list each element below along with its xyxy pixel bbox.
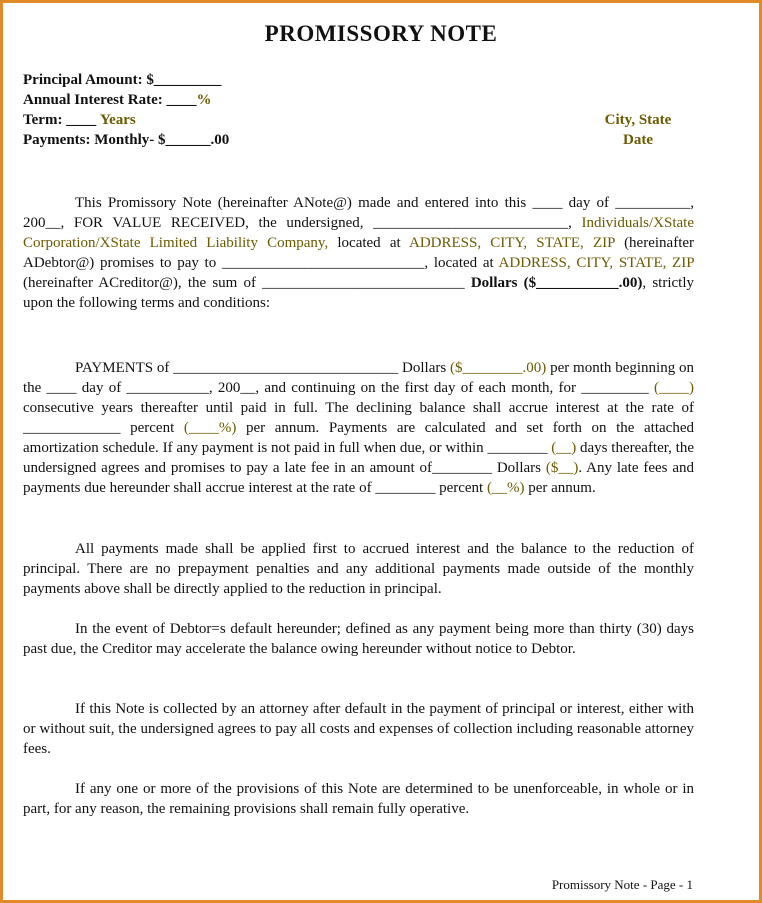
rate-label: Annual Interest Rate: <box>23 92 167 108</box>
p2-s3: per month beginning on the ____ day of ___________, 200__, and continuing on the first day of each month, for _________ <box>23 360 695 396</box>
principal-blank: _________ <box>153 72 222 88</box>
payments-line <box>23 130 229 150</box>
terms-block <box>23 70 229 150</box>
payments-cents: .00 <box>210 132 230 148</box>
p1-s7: (hereinafter ACreditor@), the sum of ___________________________ <box>23 275 471 291</box>
interest-rate-line <box>23 90 229 110</box>
rate-blank: ____ <box>166 92 197 108</box>
interest-percent-blank: (____%) <box>183 420 237 436</box>
p4-text: In the event of Debtor=s default hereunder; defined as any payment being more than thirty (30) days past due, the Creditor may accelerate the balance owing hereunder without notice to Debtor. <box>23 621 694 657</box>
paragraph-opening <box>23 193 694 313</box>
paragraph-application <box>23 539 694 599</box>
date-label: Date <box>623 132 653 148</box>
page-footer: Promissory Note - Page - 1 <box>551 877 693 892</box>
p2-s9: days thereafter, the undersigned agrees and promises to pay a late fee in an amount of________ Dollars <box>23 440 695 476</box>
p2-s13: per annum. <box>524 480 596 496</box>
city-state: City, State <box>604 112 672 128</box>
sum-dollars: Dollars ($___________.00) <box>470 275 643 291</box>
late-fee-blank: ($__) <box>545 460 579 476</box>
debtor-address-placeholder: ADDRESS, CITY, STATE, ZIP <box>409 235 615 251</box>
p1-s3: located at <box>328 235 410 251</box>
term-line <box>23 110 229 130</box>
term-label: Term: <box>23 112 67 128</box>
payments-blank: ______ <box>165 132 211 148</box>
paragraph-severability <box>23 779 694 819</box>
p2-s1: PAYMENTS of ______________________________ Dollars <box>75 360 451 376</box>
creditor-address-placeholder: ADDRESS, CITY, STATE, ZIP <box>498 255 695 271</box>
years-number-blank: (____) <box>654 380 694 396</box>
paragraph-payments <box>23 358 694 498</box>
monthly-amount-blank: ($________.00) <box>450 360 547 376</box>
p1-s5: (hereinafter ADebtor@) promises to pay to ___________________________, located at <box>23 235 695 271</box>
p5-text: If this Note is collected by an attorney after default in the payment of principal or interest, either with or without suit, the undersigned agrees to pay all costs and expenses of collection including reasonable attorney fees. <box>23 701 694 757</box>
term-blank: ____ <box>66 112 97 128</box>
p2-s11: . Any late fees and payments due hereunder shall accrue interest at the rate of ________ percent <box>23 460 694 496</box>
document-title: PROMISSORY NOTE <box>264 21 498 46</box>
p1-s9: , strictly upon the following terms and conditions: <box>23 275 694 311</box>
payments-label: Payments: Monthly- $ <box>23 132 166 148</box>
p6-text: If any one or more of the provisions of this Note are determined to be unenforceable, in whole or in part, for any reason, the remaining provisions shall remain fully operative. <box>23 781 694 817</box>
late-days-blank: (__) <box>551 440 577 456</box>
principal-label: Principal Amount: $ <box>23 72 154 88</box>
paragraph-collection <box>23 699 694 759</box>
principal-amount-line <box>23 70 229 90</box>
late-interest-blank: (__%) <box>486 480 525 496</box>
p3-text: All payments made shall be applied first to accrued interest and the balance to the reduction of principal. There are no prepayment penalties and any additional payments made outside of the monthly payments above shall be directly applied to the reduction in principal. <box>23 541 694 597</box>
entity-type-placeholder: Individuals/XState Corporation/XState Limited Liability Company, <box>23 215 695 251</box>
paragraph-default <box>23 619 694 659</box>
p2-s7: per annum. Payments are calculated and set forth on the attached amortization schedule. If any payment is not paid in full when due, or within ________ <box>23 420 694 456</box>
rate-unit: % <box>196 92 212 108</box>
city-date-block <box>563 110 713 150</box>
term-unit: Years <box>99 112 136 128</box>
p1-s1: This Promissory Note (hereinafter ANote@) made and entered into this ____ day of __________, 200__, FOR VALUE RECEIVED, the undersigned, __________________________, <box>23 195 694 231</box>
p2-s5: consecutive years thereafter until paid in full. The declining balance shall accrue interest at the rate of _____________ percent <box>23 400 694 436</box>
